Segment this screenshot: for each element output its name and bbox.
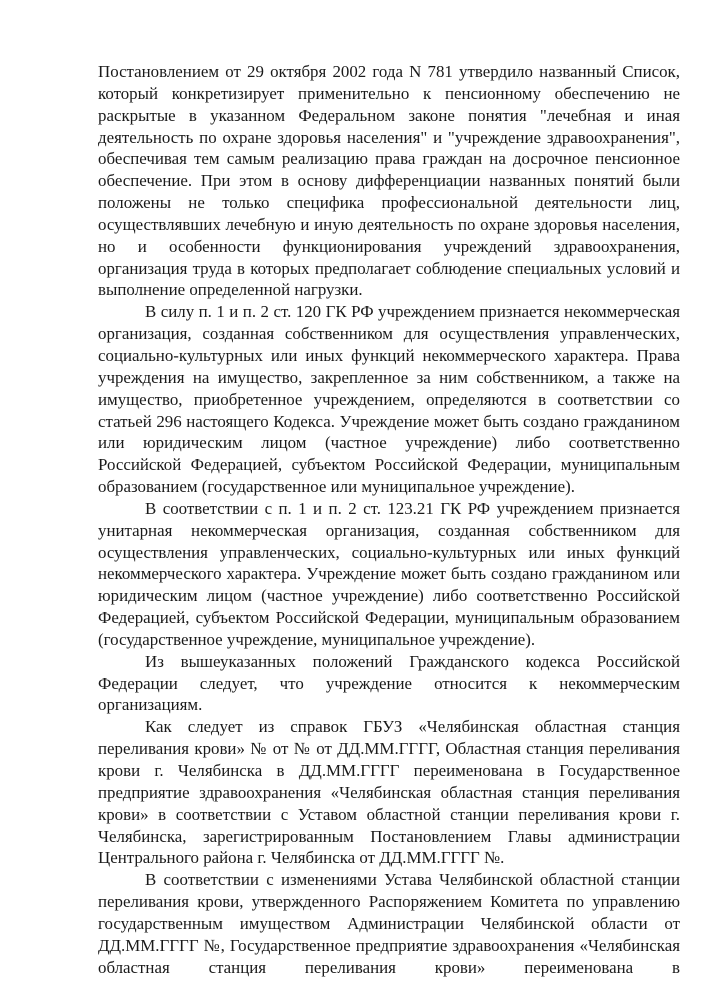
document-text-block bbox=[98, 61, 680, 978]
paragraph-2: В силу п. 1 и п. 2 ст. 120 ГК РФ учреждением признается некоммерческая организация, созданная собственником для осуществления управленческих, социально-культурных или иных функций некоммерческого характера. Права учреждения на имущество, закрепленное за ним собственником, а также на имущество, приобретенное учреждением, определяются в соответствии со статьей 296 настоящего Кодекса. Учреждение может быть создано гражданином или юридическим лицом (частное учреждение) либо соответственно Российской Федерацией, субъектом Российской Федерации, муниципальным образованием (государственное или муниципальное учреждение). bbox=[98, 302, 680, 497]
paragraph-3: В соответствии с п. 1 и п. 2 ст. 123.21 ГК РФ учреждением признается унитарная некоммерческая организация, созданная собственником для осуществления управленческих, социально-культурных или иных функций некоммерческого характера. Учреждение может быть создано гражданином или юридическим лицом (частное учреждение) либо соответственно Российской Федерацией, субъектом Российской Федерации, муниципальным образованием (государственное учреждение, муниципальное учреждение). bbox=[98, 498, 680, 649]
paragraph-6: В соответствии с изменениями Устава Челябинской областной станции переливания крови, утвержденного Распоряжением Комитета по управлению государственным имуществом Администрации Челябинской области от ДД.ММ.ГГГГ №, Государственное предприятие здравоохранения «Челябинская областная станция переливания крови» переименована в bbox=[98, 870, 680, 977]
paragraph-5: Как следует из справок ГБУЗ «Челябинская областная станция переливания крови» № от № от ДД.ММ.ГГГГ, Областная станция переливания крови г. Челябинска в ДД.ММ.ГГГГ переименована в Государственное предприятие здравоохранения «Челябинская областная станция переливания крови» в соответствии с Уставом областной станции переливания крови г. Челябинска, зарегистрированным Постановлением Главы администрации Центрального района г. Челябинска от ДД.ММ.ГГГГ №. bbox=[98, 717, 680, 868]
paragraph-1: Постановлением от 29 октября 2002 года N 781 утвердило названный Список, который конкретизирует применительно к пенсионному обеспечению не раскрытые в указанном Федеральном законе понятия "лечебная и иная деятельность по охране здоровья населения" и "учреждение здравоохранения", обеспечивая тем самым реализацию права граждан на досрочное пенсионное обеспечение. При этом в основу дифференциации названных понятий были положены не только специфика профессиональной деятельности лиц, осуществлявших лечебную и иную деятельность по охране здоровья населения, но и особенности функционирования учреждений здравоохранения, организация труда в которых предполагает соблюдение специальных условий и выполнение определенной нагрузки. bbox=[98, 62, 680, 300]
paragraph-4: Из вышеуказанных положений Гражданского кодекса Российской Федерации следует, что учреждение относится к некоммерческим организациям. bbox=[98, 651, 680, 715]
